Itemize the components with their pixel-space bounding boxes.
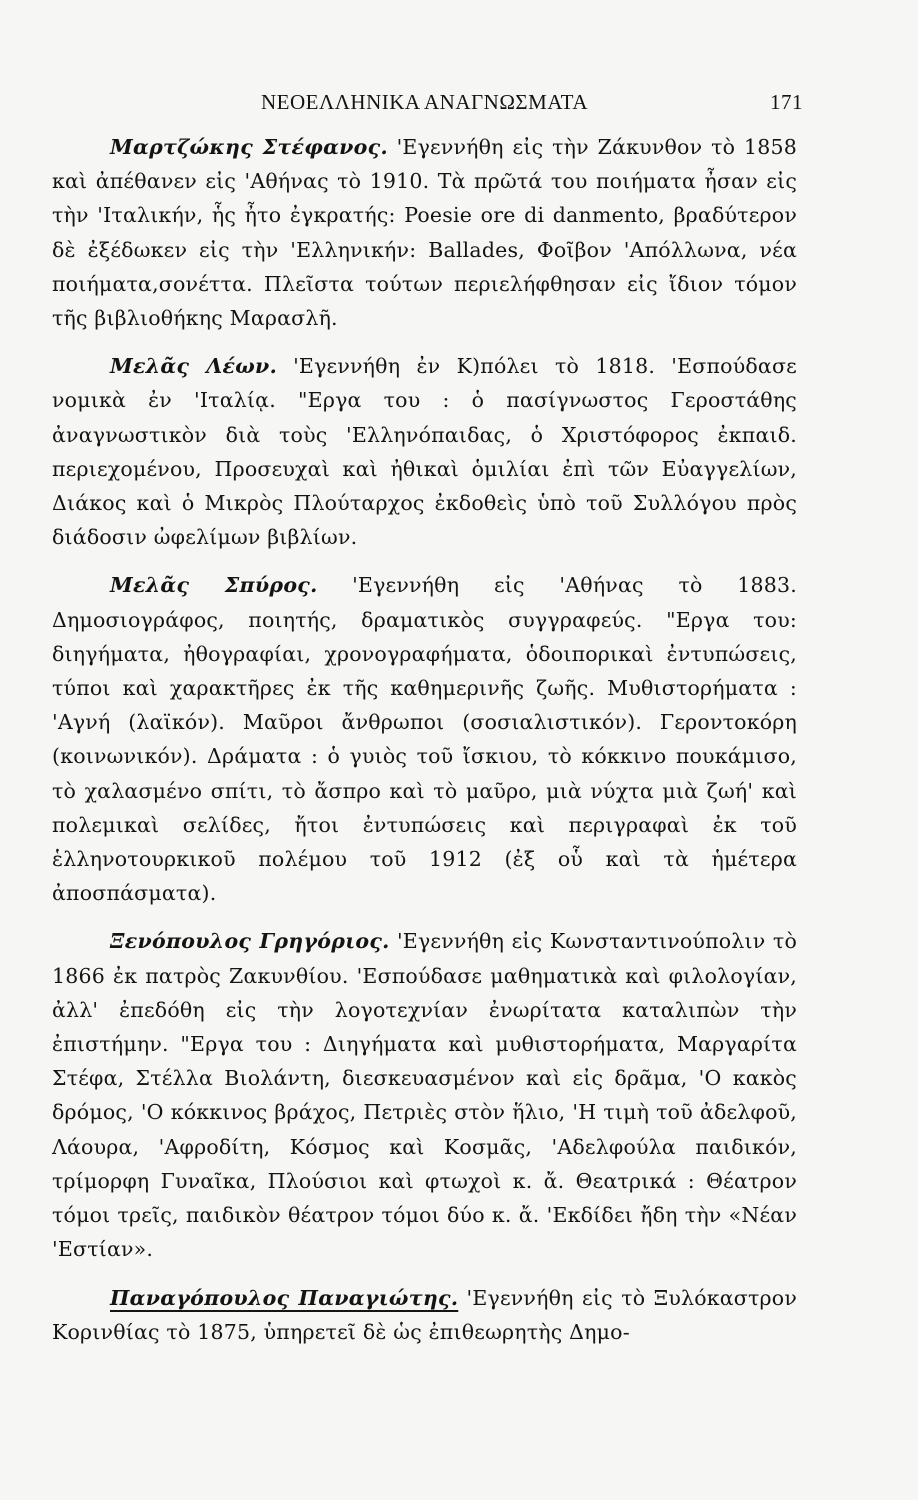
entry-melas-leon [52,349,797,554]
entry-panagopoulos [52,1281,797,1349]
entry-name: Ξενόπουλος Γρηγόριος. [110,929,390,954]
entry-name: Παναγόπουλος Παναγιώτης. [110,1285,459,1310]
entry-text: 'Εγεννήθη εἰς τὴν Ζάκυνθον τὸ 1858 καὶ ἀπέθανεν εἰς 'Αθήνας τὸ 1910. Τὰ πρῶτά του ποιήματα ἦσαν εἰς τὴν 'Ιταλικήν, ἧς ἦτο ἐγκρατής: Poesie ore di danmento, βραδύτερον δὲ ἐξέδωκεν εἰς τὴν 'Ελληνικήν: Ballades, Φοῖβον 'Απόλλωνα, νέα ποιήματα,σονέττα. Πλεῖστα τούτων περιελήφθησαν εἰς ἴδιον τόμον τῆς βιβλιοθήκης Μαρασλῆ. [52,135,798,331]
running-head [52,90,803,130]
entry-name: Μελᾶς Σπύρος. [110,573,318,598]
entry-text: 'Εγεννήθη εἰς 'Αθήνας τὸ 1883. Δημοσιογράφος, ποιητής, δραματικὸς συγγραφεύς. "Εργα του: διηγήματα, ἠθογραφίαι, χρονογραφήματα, ὁδοιπορικαὶ ἐντυπώσεις, τύποι καὶ χαρακτῆρες ἐκ τῆς καθημερινῆς ζωῆς. Μυθιστορήματα : 'Αγνή (λαϊκόν). Μαῦροι ἄνθρωποι (σοσιαλιστικόν). Γεροντοκόρη (κοινωνικόν). Δράματα : ὁ γυιὸς τοῦ ἴσκιου, τὸ κόκκινο πουκάμισο, τὸ χαλασμένο σπίτι, τὸ ἄσπρο καὶ τὸ μαῦρο, μιὰ νύχτα μιὰ ζωή' καὶ πολεμικαὶ σελίδες, ἤτοι ἐντυπώσεις καὶ περιγραφαὶ ἐκ τοῦ ἑλληνοτουρκικοῦ πολέμου τοῦ 1912 (ἐξ οὗ καὶ τὰ ἡμέτερα ἀποσπάσματα). [52,573,797,906]
entry-xenopoulos [52,924,797,1266]
entry-text: 'Εγεννήθη εἰς τὸ Ξυλόκαστρον Κορινθίας τὸ 1875, ὑπηρετεῖ δὲ ὡς ἐπιθεωρητὴς Δημο- [52,1285,797,1344]
book-page [52,90,803,1349]
entry-name: Μελᾶς Λέων. [110,354,278,379]
page-number: 171 [770,90,803,114]
entry-martzokis [52,130,797,335]
running-head-title: ΝΕΟΕΛΛΗΝΙΚΑ ΑΝΑΓΝΩΣΜΑΤΑ [260,90,588,114]
entry-melas-spyros [52,568,797,910]
entry-text: 'Εγεννήθη εἰς Κωνσταντινούπολιν τὸ 1866 ἐκ πατρὸς Ζακυνθίου. 'Εσπούδασε μαθηματικὰ καὶ φιλολογίαν, ἀλλ' ἐπεδόθη εἰς τὴν λογοτεχνίαν ἐνωρίτατα καταλιπὼν τὴν ἐπιστήμην. "Εργα του : Διηγήματα καὶ μυθιστορήματα, Μαργαρίτα Στέφα, Στέλλα Βιολάντη, διεσκευασμένον καὶ εἰς δρᾶμα, 'Ο κακὸς δρόμος, 'Ο κόκκινος βράχος, Πετριὲς στὸν ἥλιο, 'Η τιμὴ τοῦ ἀδελφοῦ, Λάουρα, 'Αφροδίτη, Κόσμος καὶ Κοσμᾶς, 'Αδελφούλα παιδικόν, τρίμορφη Γυναῖκα, Πλούσιοι καὶ φτωχοὶ κ. ἄ. Θεατρικά : Θέατρον τόμοι τρεῖς, παιδικὸν θέατρον τόμοι δύο κ. ἄ. 'Εκδίδει ἤδη τὴν «Νέαν 'Εστίαν». [52,929,797,1262]
entry-name: Μαρτζώκης Στέφανος. [110,135,388,159]
entry-text: 'Εγεννήθη ἐν Κ)πόλει τὸ 1818. 'Εσπούδασε νομικὰ ἐν 'Ιταλίᾳ. "Εργα του : ὁ πασίγνωστος Γεροστάθης ἀναγνωστικὸν διὰ τοὺς 'Ελληνόπαιδας, ὁ Χριστόφορος ἐκπαιδ. περιεχομένου, Προσευχαὶ καὶ ἠθικαὶ ὁμιλίαι ἐπὶ τῶν Εὐαγγελίων, Διάκος καὶ ὁ Μικρὸς Πλούταρχος ἐκδοθεὶς ὑπὸ τοῦ Συλλόγου πρὸς διάδοσιν ὠφελίμων βιβλίων. [52,354,797,550]
